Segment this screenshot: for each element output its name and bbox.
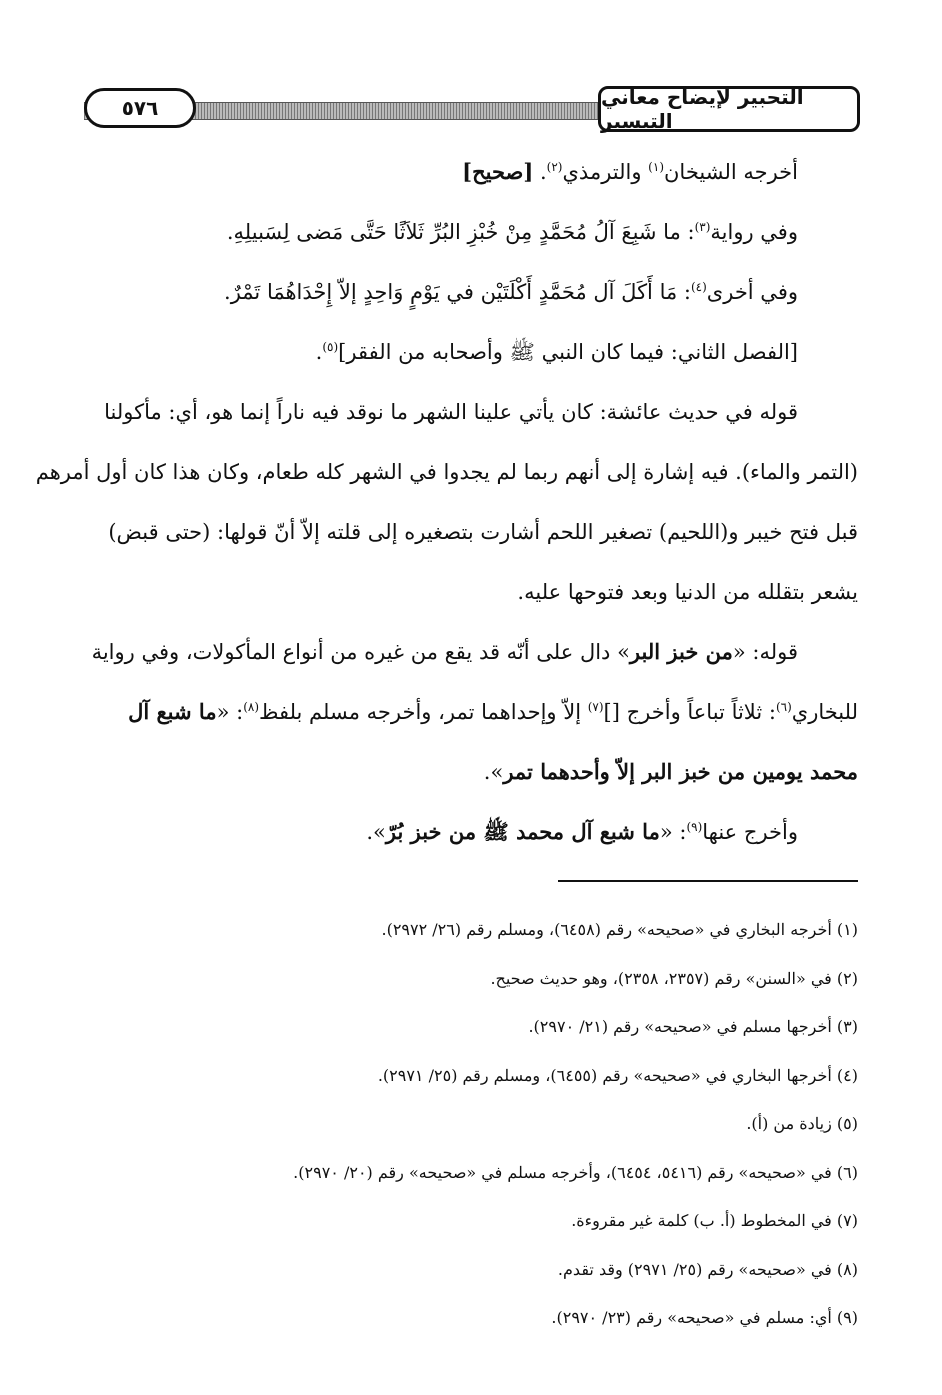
running-title: التحبير لإيضاح معاني التيسير [598,86,860,132]
footnote-separator [558,880,858,882]
narration-line-1: وفي رواية$^{(٣)}$: ما شَبِعَ آلُ مُحَمَّدٍ مِنْ خُبْزِ البُرِّ ثَلاَثًا حَتَّى مَضى لِسَبيلِهِ. [226,220,798,244]
main-text [35,142,858,862]
section-heading: [الفصل الثاني: فيما كان النبي ﷺ وأصحابه من الفقر]$^{(٥)}$. [315,340,798,364]
footnote: (٥) زيادة من (أ). [746,1114,858,1133]
footnote: (٣) أخرجها مسلم في «صحيحه» رقم (٢١/ ٢٩٧٠). [528,1017,858,1036]
footnotes [84,906,858,1343]
commentary-line: يشعر بتقلله من الدنيا وبعد فتوحها عليه. [517,580,858,604]
commentary-line: للبخاري$^{(٦)}$: ثلاثاً تباعاً وأخرج []$^{(٧)}$ إلاّ وإحداهما تمر، وأخرجه مسلم بلفظ$^{(٨)}$: «ما شبع آل [128,699,858,724]
footnote: (٢) في «السنن» رقم (٢٣٥٧، ٢٣٥٨)، وهو حديث صحيح. [490,968,858,988]
commentary-line: قوله في حديث عائشة: كان يأتي علينا الشهر ما نوقد فيه ناراً إنما هو، أي: مأكولنا [104,400,798,424]
page-header [84,84,860,140]
footnote: (٤) أخرجها البخاري في «صحيحه» رقم (٦٤٥٥)، ومسلم رقم (٢٥/ ٢٩٧١). [377,1065,858,1085]
commentary-line: قوله: «من خبز البر» دال على أنّه قد يقع من غيره من أنواع المأكولات، وفي رواية [91,639,798,664]
grade-label: [صحيح] [462,159,534,184]
footnote: (٩) أي: مسلم في «صحيحه» رقم (٢٣/ ٢٩٧٠). [551,1308,858,1327]
commentary-line: قبل فتح خيبر و(اللحيم) تصغير اللحم أشارت بتصغيره إلى قلته إلاّ أنّ قولها: (حتى قبض) [108,520,858,544]
narration-line-2: وفي أخرى$^{(٤)}$: مَا أَكَلَ آل مُحَمَّدٍ أَكْلَتَيْن في يَوْمٍ وَاحِدٍ إلاّ إِحْدَاهُمَا تَمْرٌ. [224,280,798,304]
commentary-line: (التمر والماء). فيه إشارة إلى أنهم ربما لم يجدوا في الشهر كله طعام، وكان هذا كان أول أمرهم [35,460,858,484]
commentary-line: وأخرج عنها$^{(٩)}$: «ما شبع آل محمد ﷺ من خبز بُرّ». [366,819,798,844]
footnote: (١) أخرجه البخاري في «صحيحه» رقم (٦٤٥٨)، ومسلم رقم (٢٦/ ٢٩٧٢). [381,920,858,939]
page-number: ٥٧٦ [84,88,196,128]
commentary-line: محمد يومين من خبز البر إلاّ وأحدهما تمر». [483,759,858,784]
hadith-attribution: أخرجه الشيخان$^{(١)}$ والترمذي$^{(٢)}$. [صحيح] [462,159,798,184]
footnote: (٨) في «صحيحه» رقم (٢٥/ ٢٩٧١) وقد تقدم. [557,1259,858,1279]
footnote: (٦) في «صحيحه» رقم (٥٤١٦، ٦٤٥٤)، وأخرجه مسلم في «صحيحه» رقم (٢٠/ ٢٩٧٠). [293,1162,858,1182]
footnote: (٧) في المخطوط (أ. ب) كلمة غير مقروءة. [571,1211,858,1230]
